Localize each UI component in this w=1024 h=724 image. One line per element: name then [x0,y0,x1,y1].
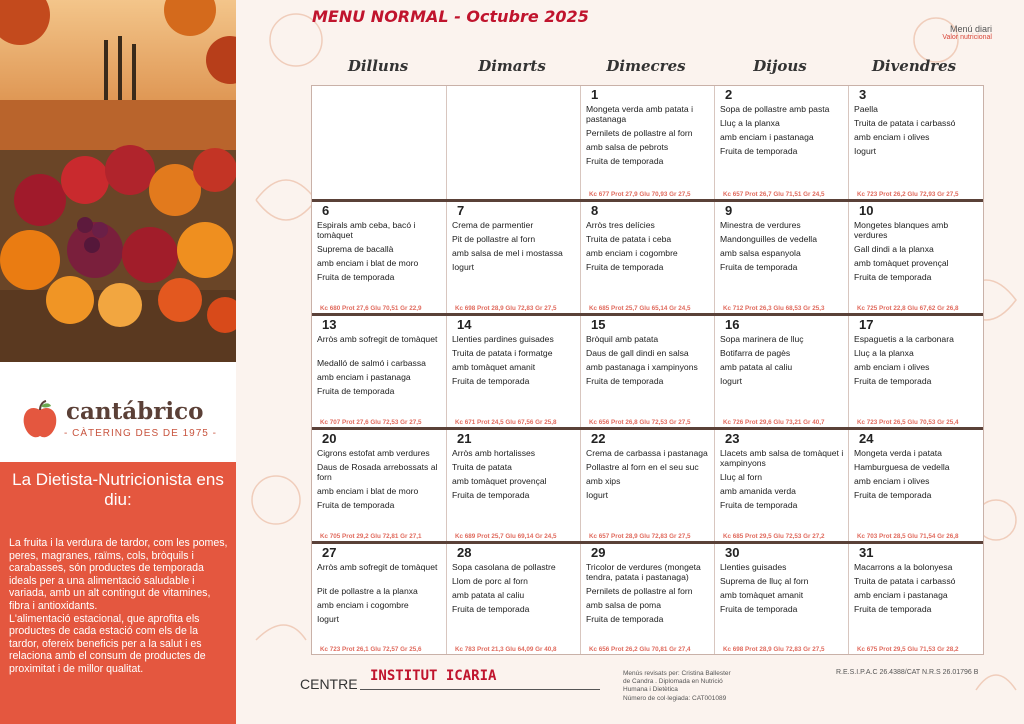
dish: amb tomàquet amanit [720,590,804,600]
nutrition-info: Kc 675 Prot 29,5 Glu 71,53 Gr 28,2 [857,646,959,653]
logo-name: cantábrico [66,398,204,425]
dietista-paragraph-1: La fruita i la verdura de tardor, com les pomes, peres, magranes, raïms, cols, bròquils i carabasses, són productes de temporada ideals per a una alimentació saludable i variada, amb un alt contingut de vitamines, fibra i antioxidants. [9,537,228,612]
dish-list [854,334,980,390]
dish: Fruita de temporada [586,262,664,272]
dish: amb enciam i pastanaga [317,371,411,382]
nutrition-info: Kc 671 Prot 24,5 Glu 67,56 Gr 25,8 [455,419,557,426]
dish: amb enciam i cogombre [586,248,678,258]
dish: Truita de patata [452,462,512,472]
dish-list [854,562,980,618]
dish: Pernilets de pollastre al forn [586,128,693,139]
nutrition-info: Kc 680 Prot 27,6 Glu 70,51 Gr 22,9 [320,305,422,312]
dietista-panel [0,462,236,724]
dish: Fruita de temporada [452,604,530,614]
day-cell [714,316,848,427]
dish: amb enciam i pastanaga [720,132,814,142]
dish: Mongeta verda i patata [854,448,942,458]
dish-list [720,334,846,390]
dish: Arròs amb sofregit de tomàquet [317,562,438,572]
day-cell [446,430,580,541]
nutritionist-credit [623,670,783,703]
nutrition-info: Kc 698 Prot 28,9 Glu 72,83 Gr 27,5 [723,646,825,653]
nutrition-info: Kc 703 Prot 28,5 Glu 71,54 Gr 26,8 [857,533,959,540]
dish-list [317,334,443,400]
dish: Llenties pardines guisades [452,334,554,344]
left-column [0,0,236,724]
dish: Suprema de lluç al forn [720,576,809,586]
week-row [312,427,983,541]
dish: Lluç a la planxa [854,348,914,358]
centre-underline [360,689,600,690]
dish: Cigrons estofat amb verdures [317,448,430,458]
day-number: 2 [725,87,733,102]
dish-list [586,334,712,390]
dish: Arròs tres delícies [586,220,655,230]
dish: Medalló de salmó i carbassa [317,357,426,368]
nutrition-info: Kc 656 Prot 26,2 Glu 70,81 Gr 27,4 [589,646,691,653]
nutrition-info: Kc 783 Prot 21,3 Glu 64,09 Gr 40,8 [455,646,557,653]
dish: amb enciam i olives [854,476,930,486]
dish: Gall dindi a la planxa [854,244,934,255]
day-cell [312,202,446,313]
dish: Fruita de temporada [452,376,530,386]
dish: amb enciam i olives [854,132,930,142]
day-number: 16 [725,317,740,332]
day-cell [580,86,714,199]
dish: Fruita de temporada [586,614,664,625]
day-cell [714,544,848,654]
dish: Espirals amb ceba, bacó i tomàquet [317,220,416,241]
day-cell [848,544,982,654]
dish: Mandonguilles de vedella [720,234,817,244]
dish: Tricolor de verdures (mongeta tendra, patata i pastanaga) [586,562,701,583]
nutrition-info: Kc 685 Prot 29,5 Glu 72,53 Gr 27,2 [723,533,825,540]
dish: Pit de pollastre a la planxa [317,585,418,596]
dish-list [854,220,980,286]
day-number: 30 [725,545,740,560]
dish: amb pastanaga i xampinyons [586,362,698,372]
dish: amb salsa espanyola [720,248,801,258]
dish: Fruita de temporada [854,376,932,386]
dish: Hamburguesa de vedella [854,462,950,472]
day-cell [446,202,580,313]
nutrition-info: Kc 726 Prot 29,6 Glu 73,21 Gr 40,7 [723,419,825,426]
dish: Sopa casolana de pollastre [452,562,556,572]
dish: amb tomàquet provençal [854,258,949,269]
dish: Truita de patata i ceba [586,234,672,244]
day-number: 7 [457,203,465,218]
day-number: 9 [725,203,733,218]
nutrition-info: Kc 657 Prot 28,9 Glu 72,83 Gr 27,5 [589,533,691,540]
day-cell [446,86,580,199]
dish: Iogurt [586,490,608,500]
dish: Iogurt [854,146,876,156]
day-number: 24 [859,431,874,446]
dish: amb salsa de pebrots [586,142,669,153]
menu-title: MENU NORMAL - Octubre 2025 [312,7,589,26]
dish: Llenties guisades [720,562,787,572]
day-cell [580,544,714,654]
weekday-friday: Divendres [871,57,957,75]
dish: Paella [854,104,878,114]
dish-list [452,562,578,618]
menu-diari-sub: Valor nutricional [942,34,992,41]
dish: Llom de porc al forn [452,576,528,586]
day-cell [312,430,446,541]
dish: Lluç a la planxa [720,118,780,128]
dish: amb enciam i cogombre [317,599,409,610]
week-row [312,541,983,654]
week-row [312,86,983,199]
dish [317,348,443,354]
dish: Mongetes blanques amb verdures [854,220,949,241]
day-number: 17 [859,317,874,332]
dish: Arròs amb hortalisses [452,448,536,458]
nutrition-info: Kc 685 Prot 25,7 Glu 65,14 Gr 24,5 [589,305,691,312]
dish: Fruita de temporada [854,490,932,500]
weekday-monday: Dilluns [347,57,409,75]
dish: Fruita de temporada [586,376,664,386]
weekday-wednesday: Dimecres [606,57,686,75]
dish: Crema de parmentier [452,220,534,230]
apple-icon [22,400,58,440]
dish: Fruita de temporada [720,500,798,511]
credit-line: de Candra . Diplomada en Nutrició [623,678,723,686]
dish: Espaguetis a la carbonara [854,334,954,344]
dish: amb patata al caliu [720,362,793,372]
day-number: 1 [591,87,599,102]
dish-list [720,104,846,160]
nutrition-info: Kc 712 Prot 26,3 Glu 68,53 Gr 25,3 [723,305,825,312]
dish: amb enciam i blat de moro [317,486,419,497]
weekday-thursday: Dijous [753,57,807,75]
dish: Fruita de temporada [854,272,932,283]
nutrition-info: Kc 725 Prot 22,8 Glu 67,62 Gr 26,8 [857,305,959,312]
dish: Lluç al forn [720,472,763,483]
nutrition-info: Kc 689 Prot 25,7 Glu 69,14 Gr 24,5 [455,533,557,540]
day-number: 21 [457,431,472,446]
dish: Daus de gall dindi en salsa [586,348,689,358]
dish-list [720,562,846,618]
dish: Truita de patata i formatge [452,348,553,358]
dish: Crema de carbassa i pastanaga [586,448,708,458]
day-number: 31 [859,545,874,560]
dish-list [452,220,578,276]
dish: Fruita de temporada [317,385,395,396]
dish: Fruita de temporada [720,146,798,156]
dish-list [317,562,443,628]
dish-list [720,220,846,276]
credit-line: Menús revisats per: Cristina Ballester [623,670,731,677]
dish: Fruita de temporada [720,604,798,614]
day-cell [848,202,982,313]
dish: Minestra de verdures [720,220,801,230]
dish: Daus de Rosada arrebossats al forn [317,462,438,483]
dish: amb xips [586,476,621,486]
dish-list [317,448,443,514]
dish: Fruita de temporada [317,272,395,283]
dietista-title: La Dietista-Nutricionista ens diu: [12,470,224,509]
dish-list [720,448,846,514]
menu-diari-label: Menú diari [949,24,992,34]
day-number: 22 [591,431,606,446]
day-cell [312,544,446,654]
day-cell [580,202,714,313]
dietista-paragraph-2: L'alimentació estacional, que aprofita els productes de cada estació com els de la tardor, ofereix beneficis per a la salut i es relaciona amb el consum de productes de proximitat i de millor qualitat. [9,612,206,675]
nutrition-info: Kc 698 Prot 28,9 Glu 72,83 Gr 27,5 [455,305,557,312]
dish-list [317,220,443,286]
dish-list [586,104,712,170]
dish-list [452,334,578,390]
dish: Pernilets de pollastre al forn [586,586,693,597]
day-number: 20 [322,431,337,446]
nutrition-info: Kc 657 Prot 26,7 Glu 71,51 Gr 24,5 [723,191,825,198]
dish: Suprema de bacallà [317,244,394,255]
dish: Fruita de temporada [452,490,530,500]
weekday-tuesday: Dimarts [478,57,546,75]
day-number: 14 [457,317,472,332]
day-cell [580,316,714,427]
dish: Fruita de temporada [586,156,664,167]
day-cell [714,202,848,313]
nutrition-info: Kc 723 Prot 26,5 Glu 70,53 Gr 25,4 [857,419,959,426]
dish: Fruita de temporada [317,500,395,511]
nutrition-info: Kc 677 Prot 27,9 Glu 70,93 Gr 27,5 [589,191,691,198]
credit-line: Humana i Dietètica [623,686,678,694]
autumn-fruit-photo [0,0,236,362]
dish: amb salsa de poma [586,600,661,611]
dish: Llacets amb salsa de tomàquet i xampinyons [720,448,844,469]
dish-list [854,448,980,504]
dish: Sopa de pollastre amb pasta [720,104,830,114]
weekday-header [311,57,984,85]
dietista-text [9,537,229,676]
day-number: 8 [591,203,599,218]
nutrition-info: Kc 723 Prot 26,1 Glu 72,57 Gr 25,6 [320,646,422,653]
dish: Arròs amb sofregit de tomàquet [317,334,438,344]
dish-list [586,220,712,276]
day-number: 6 [322,203,330,218]
dish: Pollastre al forn en el seu suc [586,462,699,472]
day-number: 10 [859,203,874,218]
dish: Iogurt [720,376,742,386]
week-row [312,199,983,313]
day-cell [714,86,848,199]
dish: amb tomàquet provençal [452,476,547,486]
nutrition-info: Kc 656 Prot 26,8 Glu 72,53 Gr 27,5 [589,419,691,426]
day-cell [848,430,982,541]
dish-list [452,448,578,504]
dish: amb enciam i olives [854,362,930,372]
dish: Pit de pollastre al forn [452,234,536,244]
day-cell [446,544,580,654]
dish: amb enciam i pastanaga [854,590,948,600]
day-cell [848,316,982,427]
day-cell [714,430,848,541]
day-number: 28 [457,545,472,560]
dish: amb patata al caliu [452,590,525,600]
day-number: 23 [725,431,740,446]
day-number: 13 [322,317,337,332]
dish [317,576,443,582]
dish: Iogurt [452,262,474,272]
registry-numbers: R.E.S.I.P.A.C 26.4388/CAT N.R.S 26.01796 B [836,669,979,676]
day-cell [312,316,446,427]
logo-tagline: - CÀTERING DES DE 1975 - [64,428,217,439]
dish: amb enciam i blat de moro [317,258,419,269]
dish-list [586,562,712,628]
day-number: 15 [591,317,606,332]
credit-line: Número de col·legiada: CAT001089 [623,694,727,702]
dish: amb tomàquet amanit [452,362,536,372]
dish: Fruita de temporada [720,262,798,272]
menu-diari [942,24,992,41]
nutrition-info: Kc 705 Prot 29,2 Glu 72,81 Gr 27,1 [320,533,422,540]
day-cell [848,86,982,199]
dish: Bròquil amb patata [586,334,659,344]
dish: Botifarra de pagès [720,348,791,358]
day-cell [446,316,580,427]
dish: Iogurt [317,613,339,624]
centre-name: INSTITUT ICARIA [370,668,497,684]
nutrition-info: Kc 707 Prot 27,6 Glu 72,53 Gr 27,5 [320,419,422,426]
dish: amb salsa de mel i mostassa [452,248,563,258]
centre-label: CENTRE [300,676,358,692]
dish: amb amanida verda [720,486,796,497]
dish-list [854,104,980,160]
dish: Fruita de temporada [854,604,932,614]
menu-calendar [311,85,984,655]
dish: Sopa marinera de lluç [720,334,804,344]
day-number: 3 [859,87,867,102]
day-cell [312,86,446,199]
dish-list [586,448,712,504]
nutrition-info: Kc 723 Prot 26,2 Glu 72,93 Gr 27,5 [857,191,959,198]
day-number: 27 [322,545,337,560]
dish: Truita de patata i carbassó [854,118,956,128]
caterer-logo [0,396,236,450]
week-row [312,313,983,427]
dish: Macarrons a la bolonyesa [854,562,953,572]
dish: Mongeta verda amb patata i pastanaga [586,104,694,125]
dish: Truita de patata i carbassó [854,576,956,586]
day-number: 29 [591,545,606,560]
day-cell [580,430,714,541]
